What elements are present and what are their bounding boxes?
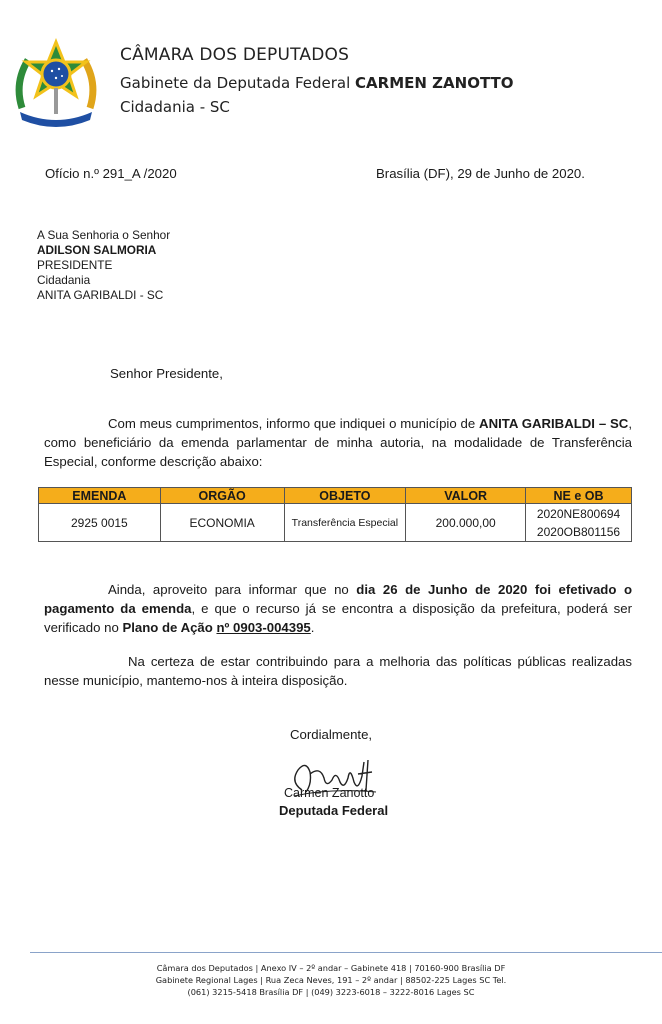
action-plan-label: Plano de Ação (122, 620, 217, 635)
ne-number: 2020NE800694 (536, 506, 621, 521)
office-number: Ofício n.º 291_A /2020 (45, 166, 177, 181)
letter-date: Brasília (DF), 29 de Junho de 2020. (376, 166, 585, 181)
table-row (39, 504, 632, 542)
header-ne-ob: NE e OB (526, 488, 632, 504)
header-orgao: ORGÃO (160, 488, 284, 504)
footer-divider (30, 952, 662, 953)
paragraph-intro (44, 414, 632, 471)
office-line (120, 74, 514, 92)
addressee-city: ANITA GARIBALDI - SC (37, 288, 164, 302)
cell-objeto: Transferência Especial (284, 504, 406, 542)
addressee-name: ADILSON SALMORIA (37, 243, 157, 257)
signature-role: Deputada Federal (279, 803, 389, 818)
footer (0, 962, 662, 998)
cell-valor: 200.000,00 (406, 504, 526, 542)
chamber-title: CÂMARA DOS DEPUTADOS (120, 45, 350, 65)
footer-line-3: (061) 3215-5418 Brasília DF | (049) 3223-6018 – 3222-8016 Lages SC (187, 987, 475, 997)
header-emenda: EMENDA (39, 488, 161, 504)
para2-text-f: . (310, 620, 315, 635)
para3-text: Na certeza de estar contribuindo para a melhoria das políticas públicas realizadas nesse município, mantemo-nos à inteira disposição. (44, 654, 632, 688)
addressee-greeting: A Sua Senhoria o Senhor (37, 228, 171, 242)
footer-line-1: Câmara dos Deputados | Anexo IV – 2º andar – Gabinete 418 | 70160-900 Brasília DF (156, 963, 506, 973)
table-header-row (39, 488, 632, 504)
paragraph-closing (44, 652, 632, 690)
ob-number: 2020OB801156 (536, 524, 621, 539)
para2-text-a: Ainda, aproveito para informar que no (108, 582, 357, 597)
addressee-party: Cidadania (37, 273, 91, 287)
cell-orgao: ECONOMIA (160, 504, 284, 542)
amendment-table (38, 487, 632, 542)
cell-ne-ob (526, 504, 632, 542)
addressee-block (37, 228, 170, 303)
deputy-name: CARMEN ZANOTTO (355, 74, 514, 92)
paragraph-payment (44, 580, 632, 637)
salutation: Senhor Presidente, (110, 366, 223, 381)
footer-line-2: Gabinete Regional Lages | Rua Zeca Neves, 191 – 2º andar | 88502-225 Lages SC Tel. (155, 975, 507, 985)
cell-emenda: 2925 0015 (39, 504, 161, 542)
para1-text-c: , como beneficiário da emenda parlamentar de minha autoria, na modalidade de Transferência Especial, conforme descrição abaixo: (44, 416, 632, 469)
municipality-name: ANITA GARIBALDI – SC (479, 416, 629, 431)
addressee-title: PRESIDENTE (37, 258, 113, 272)
header-valor: VALOR (406, 488, 526, 504)
party-line: Cidadania - SC (120, 98, 230, 116)
signature-name: Carmen Zanotto (284, 786, 375, 800)
closing: Cordialmente, (290, 727, 373, 742)
payment-date-text: dia 26 de Junho de 2020 foi efetivado o pagamento da emenda (44, 582, 632, 616)
office-prefix: Gabinete da Deputada Federal (120, 74, 356, 92)
action-plan-number: nº 0903-004395 (216, 620, 311, 635)
header-objeto: OBJETO (284, 488, 406, 504)
para1-text-a: Com meus cumprimentos, informo que indiquei o município de (108, 416, 480, 431)
coat-of-arms-icon (12, 38, 100, 130)
para2-text-c: , e que o recurso já se encontra a disposição da prefeitura, poderá ser verificado no (44, 601, 632, 635)
